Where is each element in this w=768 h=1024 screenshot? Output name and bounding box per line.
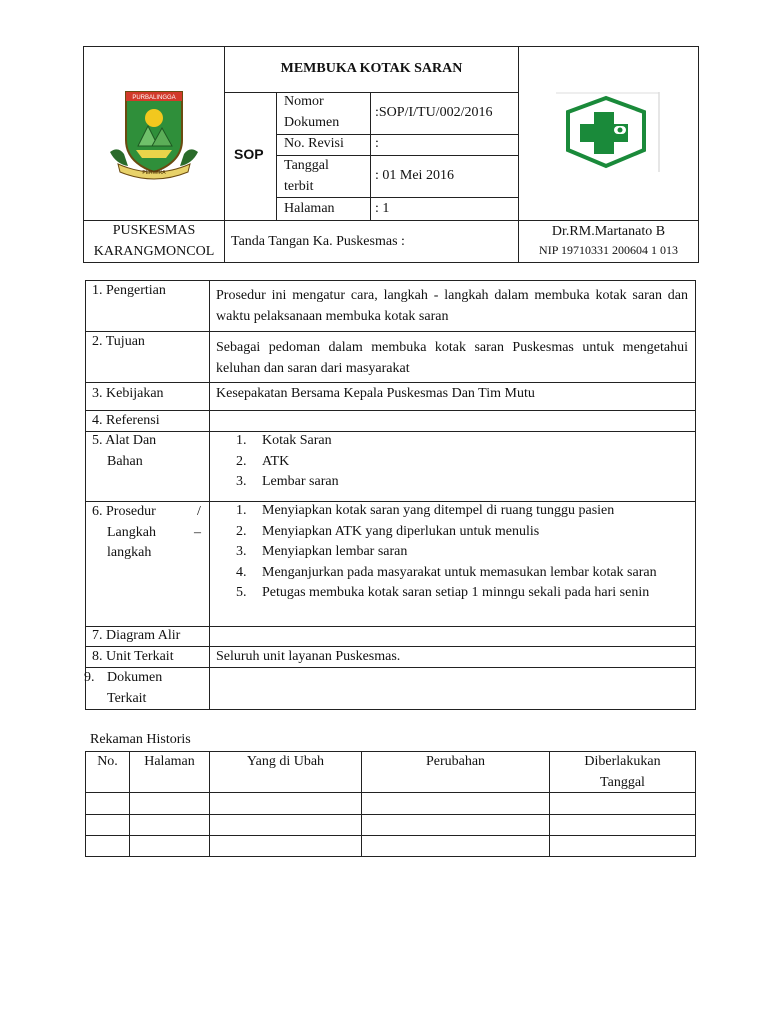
unit-label: 8. Unit Terkait [92,649,174,664]
list-item: 1. Kotak Saran [236,433,332,448]
prosedur-label-2: Langkah [107,525,156,540]
org-name-1: PUSKESMAS [112,223,196,238]
emblem-text-top: PURBALINGGA [132,95,176,101]
list-item: 3. Lembar saran [236,474,339,489]
prosedur-label-1b: / [197,504,201,519]
diagram-label: 7. Diagram Alir [92,628,181,643]
org-name-2: KARANGMONCOL [93,244,215,259]
alat-list [236,431,339,493]
date-label-2: terbit [284,179,314,194]
tujuan-label: 2. Tujuan [92,334,145,349]
history-col-yang-diubah: Yang di Ubah [246,754,325,769]
revision-label: No. Revisi [284,136,344,151]
page-label: Halaman [284,201,335,216]
dokumen-label-2: Dokumen [107,670,163,685]
official-nip: NIP 19710331 200604 1 013 [539,243,678,257]
puskesmas-logo-icon [556,92,662,172]
purbalingga-emblem-icon [108,88,200,180]
revision-value: : [375,136,379,151]
history-col-halaman: Halaman [144,754,195,769]
pengertian-text: Prosedur ini mengatur cara, langkah - langkah dalam membuka kotak saran dan waktu pelaksanaan membuka kotak saran [216,288,688,324]
sop-label: SOP [234,146,264,162]
history-col-no: No. [97,754,118,769]
date-value: : 01 Mei 2016 [375,168,454,183]
list-item: 2. ATK [236,453,290,469]
prosedur-label-3: langkah [107,545,152,560]
history-col-diberlakukan: Diberlakukan [584,754,661,769]
prosedur-list [236,501,657,604]
official-name: Dr.RM.Martanato B [551,224,666,239]
date-label-1: Tanggal [284,158,329,173]
prosedur-label-2b: – [194,525,201,540]
emblem-text-bottom: PERWIRA [142,170,166,176]
unit-text: Seluruh unit layanan Puskesmas. [216,649,401,664]
prosedur-label-1: 6. Prosedur [92,504,156,519]
list-item: 2. Menyiapkan ATK yang diperlukan untuk menulis [236,523,540,539]
dokumen-label-3: Terkait [107,691,147,706]
list-item: 5. Petugas membuka kotak saran setiap 1 minngu sekali pada hari senin [236,585,650,600]
history-col-perubahan: Perubahan [425,754,486,769]
alat-label-1: 5. Alat Dan [92,433,157,448]
doc-no-value: :SOP/I/TU/002/2016 [375,105,493,120]
kebijakan-label: 3. Kebijakan [92,386,164,401]
doc-no-label-1: Nomor [284,94,324,109]
history-col-tanggal: Tanggal [600,775,645,790]
list-item: 4. Menganjurkan pada masyarakat untuk memasukan lembar kotak saran [236,564,657,580]
dokumen-label-1: 9. [84,670,95,685]
history-title: Rekaman Historis [90,732,191,747]
list-item: 3. Menyiapkan lembar saran [236,544,408,559]
doc-no-label-2: Dokumen [284,115,340,130]
kebijakan-text: Kesepakatan Bersama Kepala Puskesmas Dan Tim Mutu [216,386,535,401]
tujuan-text: Sebagai pedoman dalam membuka kotak saran Puskesmas untuk mengetahui keluhan dan saran dari masyarakat [216,340,688,376]
referensi-label: 4. Referensi [92,413,160,428]
pengertian-label: 1. Pengertian [92,283,166,298]
page-value: : 1 [375,201,390,216]
sop-title: MEMBUKA KOTAK SARAN [280,61,463,76]
list-item: 1. Menyiapkan kotak saran yang ditempel di ruang tunggu pasien [236,503,615,518]
signature-label: Tanda Tangan Ka. Puskesmas : [231,234,405,249]
alat-label-2: Bahan [107,454,143,469]
